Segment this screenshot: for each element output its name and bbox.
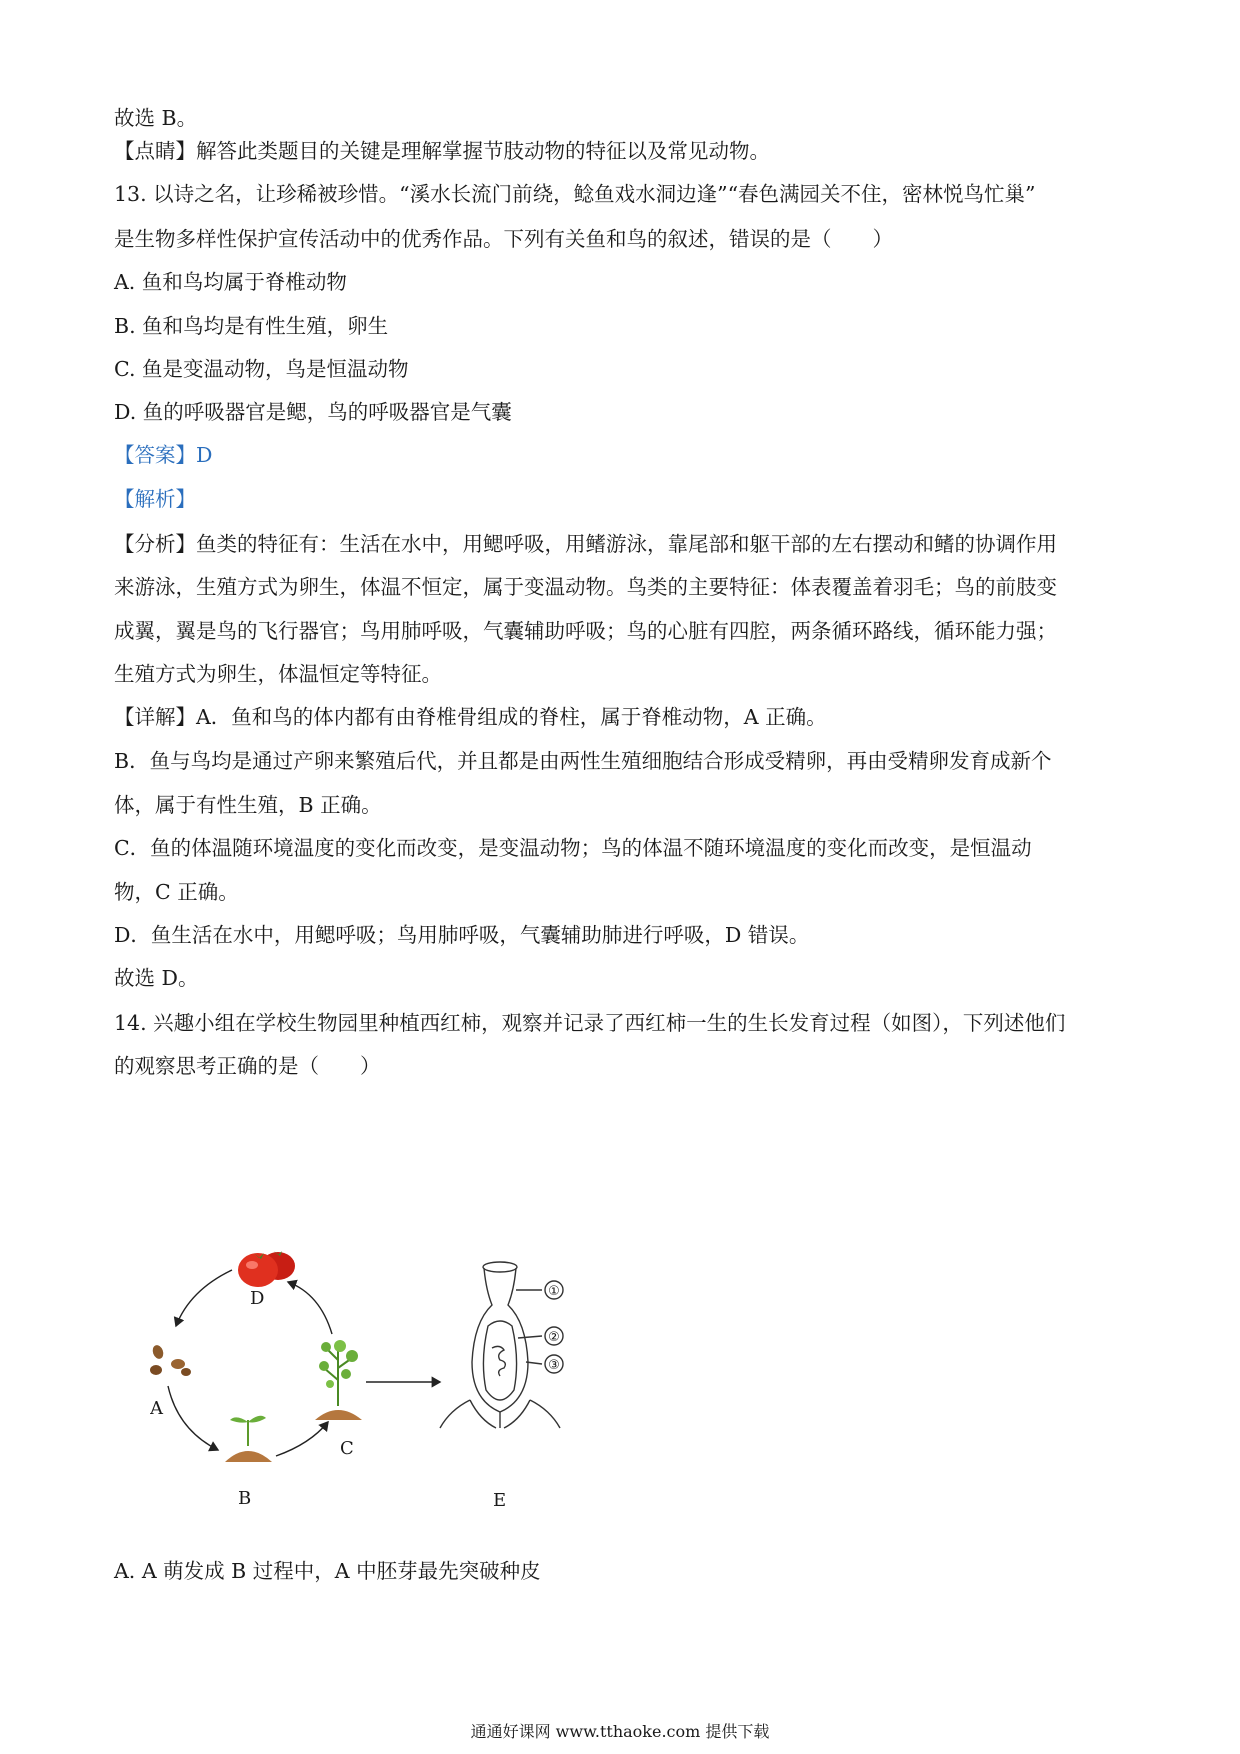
label-e: E xyxy=(493,1490,507,1510)
tomato-lifecycle-figure xyxy=(150,1250,670,1510)
option-c: C. 鱼是变温动物，鸟是恒温动物 xyxy=(114,357,409,381)
tomato-plant-icon xyxy=(315,1340,362,1420)
label-d: D xyxy=(250,1288,265,1309)
answer-label: 【答案】D xyxy=(114,443,213,467)
text-line: 生殖方式为卵生，体温恒定等特征。 xyxy=(114,662,442,686)
label-b: B xyxy=(238,1488,252,1509)
text-line: 【详解】A．鱼和鸟的体内都有由脊椎骨组成的脊柱，属于脊椎动物，A 正确。 xyxy=(114,705,827,729)
text-line: 【点睛】解答此类题目的关键是理解掌握节肢动物的特征以及常见动物。 xyxy=(114,139,770,163)
pistil-diagram xyxy=(440,1262,563,1428)
question-13-stem: 13. 以诗之名，让珍稀被珍惜。“溪水长流门前绕，鲶鱼戏水洞边逢”“春色满园关不住，密林悦鸟忙巢” xyxy=(114,182,1036,206)
text-line: 故选 D。 xyxy=(114,966,199,990)
label-c: C xyxy=(340,1438,354,1459)
part-2-label: ② xyxy=(548,1330,560,1345)
text-line: B．鱼与鸟均是通过产卵来繁殖后代，并且都是由两性生殖细胞结合形成受精卵，再由受精卵发育成新个 xyxy=(114,749,1052,773)
text-line: 成翼，翼是鸟的飞行器官；鸟用肺呼吸，气囊辅助呼吸；鸟的心脏有四腔，两条循环路线，循环能力强； xyxy=(114,619,1057,643)
part-3-label: ③ xyxy=(548,1358,560,1373)
text-line: 来游泳，生殖方式为卵生，体温不恒定，属于变温动物。鸟类的主要特征：体表覆盖着羽毛；鸟的前肢变 xyxy=(114,575,1057,599)
option-a: A. 鱼和鸟均属于脊椎动物 xyxy=(114,270,347,294)
text-line: 是生物多样性保护宣传活动中的优秀作品。下列有关鱼和鸟的叙述，错误的是（ ） xyxy=(114,227,893,251)
analysis-label: 【解析】 xyxy=(114,487,196,511)
tomato-fruit-icon xyxy=(238,1251,295,1287)
text-line: 体，属于有性生殖，B 正确。 xyxy=(114,793,382,817)
text-line: 【分析】鱼类的特征有：生活在水中，用鳃呼吸，用鳍游泳，靠尾部和躯干部的左右摆动和鳍的协调作用 xyxy=(114,532,1057,556)
label-a: A xyxy=(150,1398,163,1419)
text-line: C．鱼的体温随环境温度的变化而改变，是变温动物；鸟的体温不随环境温度的变化而改变，是恒温动 xyxy=(114,836,1032,860)
cycle-arrows xyxy=(168,1270,440,1456)
text-line: 的观察思考正确的是（ ） xyxy=(114,1054,381,1078)
question-14-stem: 14. 兴趣小组在学校生物园里种植西红柿，观察并记录了西红柿一生的生长发育过程（如图），下列述他们 xyxy=(114,1011,1066,1035)
option-d: D. 鱼的呼吸器官是鳃，鸟的呼吸器官是气囊 xyxy=(114,400,512,424)
seedling-icon xyxy=(225,1416,272,1462)
text-line: 故选 B。 xyxy=(114,106,198,130)
part-1-label: ① xyxy=(548,1284,560,1299)
option-a-q14: A. A 萌发成 B 过程中，A 中胚芽最先突破种皮 xyxy=(114,1559,541,1583)
text-line: D．鱼生活在水中，用鳃呼吸；鸟用肺呼吸，气囊辅助肺进行呼吸，D 错误。 xyxy=(114,923,810,947)
text-line: 物，C 正确。 xyxy=(114,880,239,904)
seeds-icon xyxy=(150,1344,191,1376)
footer-text: 通通好课网 www.tthaoke.com 提供下载 xyxy=(470,1722,770,1741)
option-b: B. 鱼和鸟均是有性生殖，卵生 xyxy=(114,314,389,338)
